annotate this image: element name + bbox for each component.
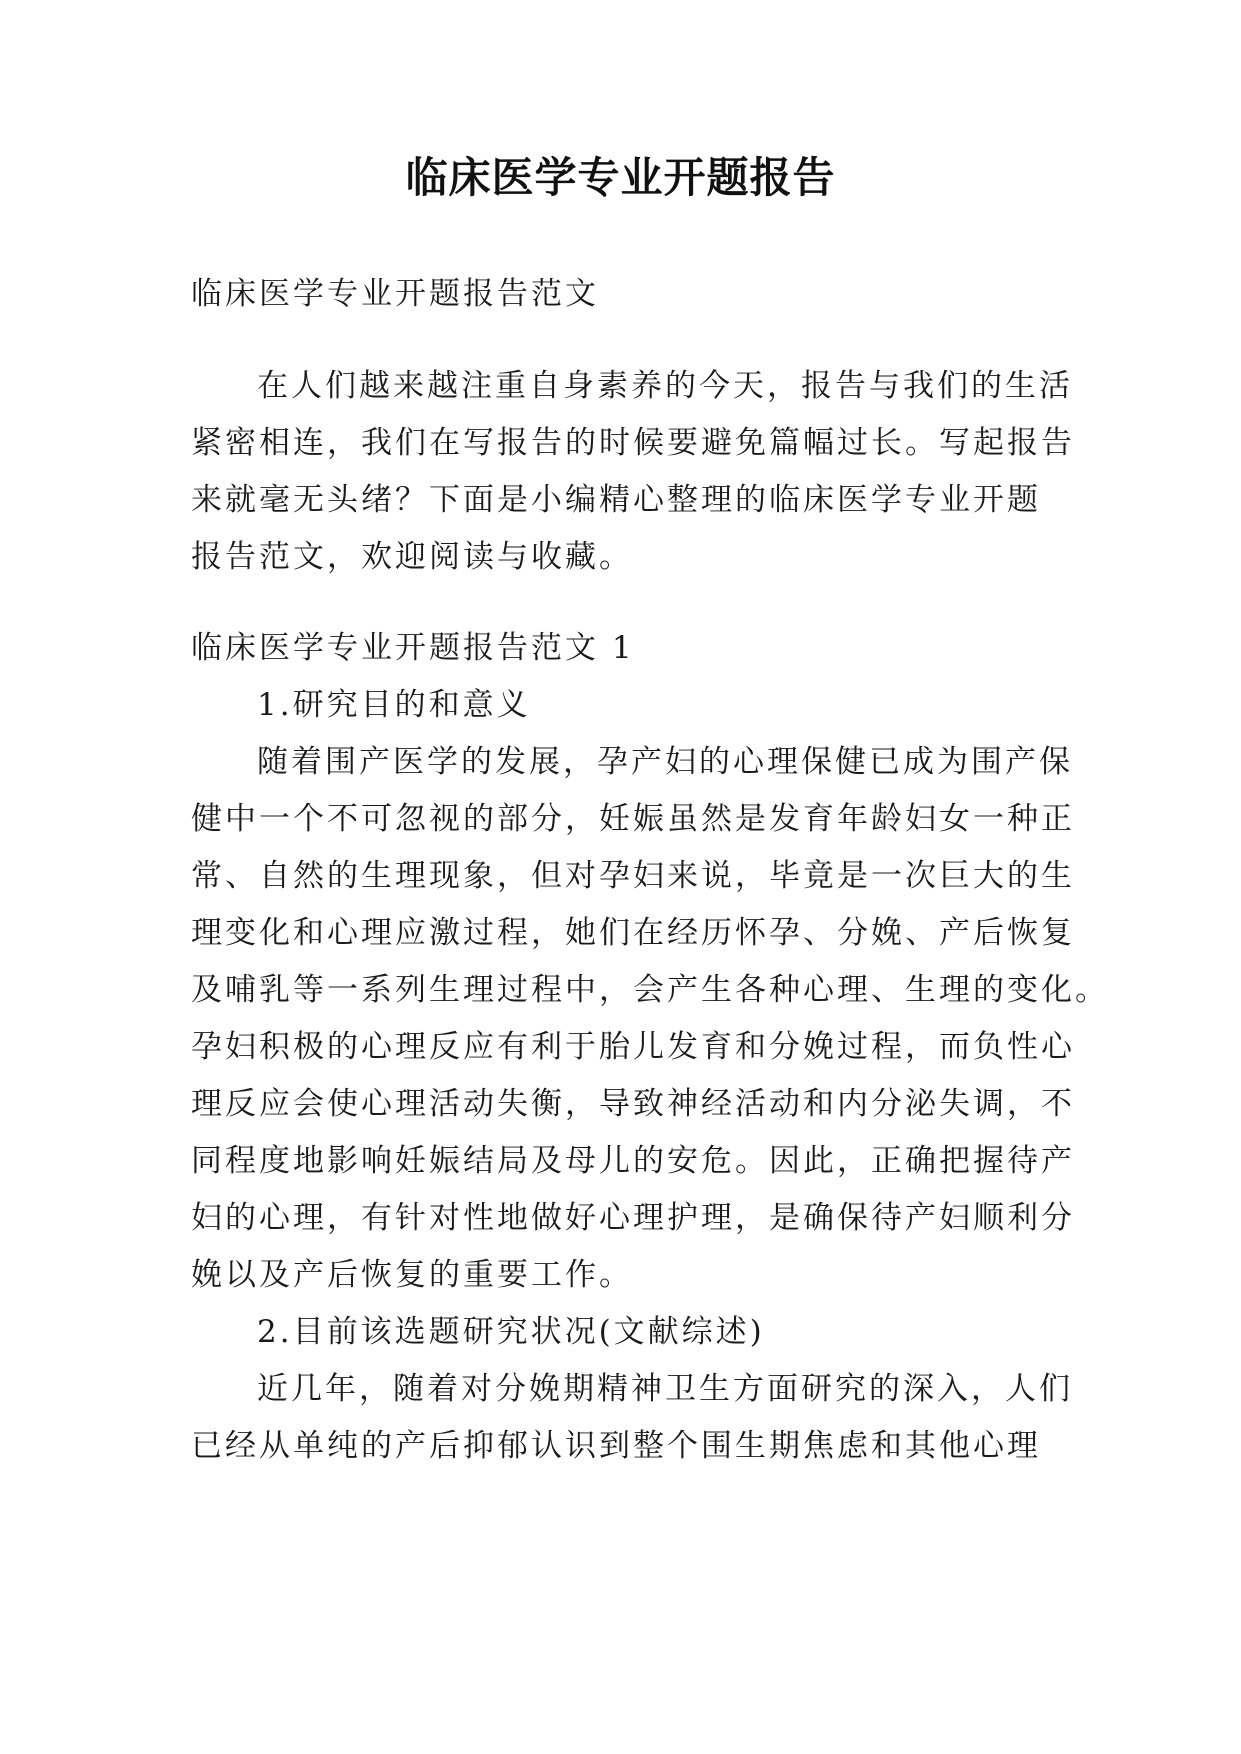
paragraph-line: 近几年，随着对分娩期精神卫生方面研究的深入，人们 <box>257 1371 1073 1407</box>
section-title: 临床医学专业开题报告范文 1 <box>191 630 635 666</box>
heading-research-purpose: 1.研究目的和意义 <box>257 687 531 723</box>
intro-line: 报告范文，欢迎阅读与收藏。 <box>191 539 633 575</box>
document-subtitle <box>191 266 1051 323</box>
paragraph-line: 理变化和心理应激过程，她们在经历怀孕、分娩、产后恢复 <box>191 915 1075 951</box>
main-body <box>191 620 1109 1475</box>
heading-research-status: 2.目前该选题研究状况(文献综述) <box>257 1314 765 1350</box>
paragraph-line: 常、自然的生理现象，但对孕妇来说，毕竟是一次巨大的生 <box>191 858 1075 894</box>
intro-line: 在人们越来越注重自身素养的今天，报告与我们的生活 <box>257 368 1073 404</box>
paragraph-line: 及哺乳等一系列生理过程中，会产生各种心理、生理的变化。 <box>191 972 1109 1008</box>
intro-line: 来就毫无头绪？下面是小编精心整理的临床医学专业开题 <box>191 482 1041 518</box>
document-title: 临床医学专业开题报告 <box>405 153 836 202</box>
paragraph-line: 孕妇积极的心理反应有利于胎儿发育和分娩过程，而负性心 <box>191 1029 1075 1065</box>
paragraph-line: 同程度地影响妊娠结局及母儿的安危。因此，正确把握待产 <box>191 1143 1075 1179</box>
subtitle-text: 临床医学专业开题报告范文 <box>191 276 599 312</box>
paragraph-line: 娩以及产后恢复的重要工作。 <box>191 1257 633 1293</box>
paragraph-line: 已经从单纯的产后抑郁认识到整个围生期焦虑和其他心理 <box>191 1428 1041 1464</box>
paragraph-line: 健中一个不可忽视的部分，妊娠虽然是发育年龄妇女一种正 <box>191 801 1075 837</box>
intro-line: 紧密相连，我们在写报告的时候要避免篇幅过长。写起报告 <box>191 425 1075 461</box>
paragraph-line: 理反应会使心理活动失衡，导致神经活动和内分泌失调，不 <box>191 1086 1075 1122</box>
paragraph-line: 妇的心理，有针对性地做好心理护理，是确保待产妇顺利分 <box>191 1200 1075 1236</box>
paragraph-line: 随着围产医学的发展，孕产妇的心理保健已成为围产保 <box>257 744 1073 780</box>
intro-paragraph <box>191 358 1075 586</box>
